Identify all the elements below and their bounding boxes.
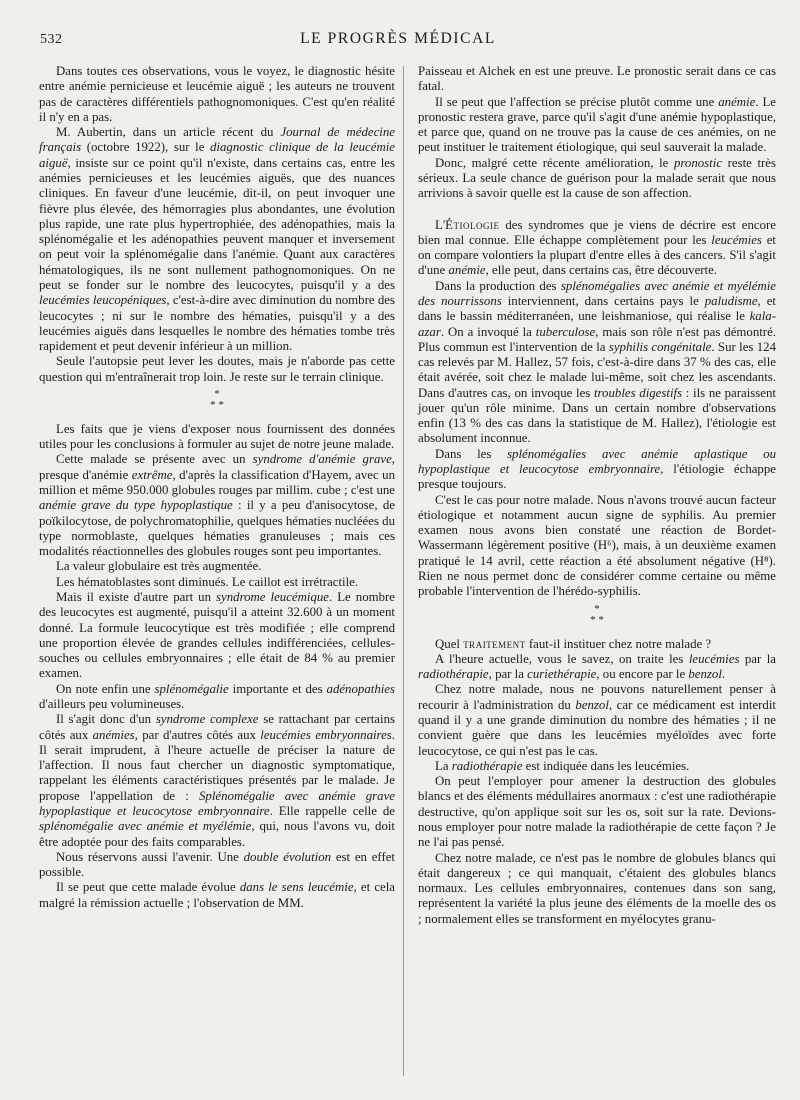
paragraph: Il s'agit donc d'un syndrome complexe se rattachant par certains côtés aux anémies, par d'autres côtés aux leucémies embryonnaires. Il serait imprudent, à l'heure actuelle de préciser la nature de l'affection. Il nous faut chercher un diagnostic symptomatique, rappelant les éléments caractéristiques présentés par le malade. Je propose l'appellation de : Splénomégalie avec anémie grave hypoplastique et leucocytose embryonnaire. Elle rappelle celle de splénomégalie avec anémie et myélémie, qui, nous l'avons vu, doit être adoptée pour des faits comparables. <box>39 712 396 849</box>
section-separator: * * * <box>590 602 604 626</box>
paragraph: On peut l'employer pour amener la destruction des globules blancs et des éléments médullaires anormaux : c'est une radiothérapie destructive, qu'on applique soit sur les os, soit sur la rate. Devions-nous employer pour notre malade la radiothérapie de cette façon ? Je ne l'ai pas pensé. <box>418 774 776 850</box>
page-header <box>28 30 768 54</box>
page-number: 532 <box>40 32 63 47</box>
paragraph: On note enfin une splénomégalie importante et des adénopathies d'ailleurs peu volumineuses. <box>39 681 396 711</box>
paragraph: M. Aubertin, dans un article récent du Journal de médecine français (octobre 1922), sur le diagnostic clinique de la leucémie aiguë, insiste sur ce point qu'il n'existe, dans certains cas, entre les anémies pernicieuses et les leucémies aiguës, que des nuances cliniques. En faveur d'une leucémie, dit-il, on peut invoquer une fièvre plus élevée, des hémorragies plus abondantes, une évolution plus rapide, une rate plus hypertrophiée, des adénopathies, mais la splénomégalie et les adénopathies peuvent manquer et inversement on peut voir la splénomégalie dans l'anémie. Quant aux caractères hématologiques, ils ne sont nullement pathognomoniques. On ne peut se fonder sur le nombre des leucocytes, puisqu'il y a des leucémies leucopéniques, c'est-à-dire avec diminution du nombre des leucocytes ; ni sur le nombre des hématies, puisqu'il y a des leucémies aiguës dans lesquelles le nombre des hématies tombe très rapidement et peut devenir inférieur à un million. <box>39 125 395 354</box>
paragraph: C'est le cas pour notre malade. Nous n'avons trouvé aucun facteur étiologique et notamment aucun signe de syphilis. Au premier examen nous avons bien constaté une réaction de Bordet-Wassermann légèrement positive (H⁶), mais, à un deuxième examen pratiqué le 14 avril, cette réaction a été absolument négative (H⁸). Rien ne nous permet donc de considérer comme certaine ou même probable l'intervention de l'hérédo-syphilis. <box>418 492 776 599</box>
paragraph: A l'heure actuelle, vous le savez, on traite les leucémies par la radiothérapie, par la curiethérapie, ou encore par le benzol. <box>418 651 776 682</box>
paragraph: La radiothérapie est indiquée dans les leucémies. <box>435 758 690 773</box>
column-divider <box>403 66 404 1076</box>
paragraph: Cette malade se présente avec un syndrome d'anémie grave, presque d'anémie extrême, d'après la classification d'Hayem, avec un million et même 950.000 globules rouges par millim. cube ; c'est une anémie grave du type hypoplastique : il y a peu d'anisocytose, de poïkilocytose, de polychromatophilie, quelques hématies nucléées du type normoblaste, quelques hématies granuleuses ; mais ces modalités réactionnelles des globules rouges sont peu importantes. <box>39 452 396 559</box>
left-column <box>39 64 395 911</box>
paragraph: Il se peut que l'affection se précise plutôt comme une anémie. Le pronostic restera grave, parce qu'il s'agit d'une anémie hypoplastique, et parce que, quand on ne trouve pas la cause de ces anémies, on ne peut instituer le traitement étiologique, qui seul sauverait la malade. <box>418 94 777 155</box>
paragraph: Quel traitement faut-il instituer chez notre malade ? <box>435 636 712 651</box>
paragraph: La valeur globulaire est très augmentée. <box>56 559 262 574</box>
paragraph: Dans toutes ces observations, vous le voyez, le diagnostic hésite entre anémie pernicieuse et leucémie aiguë ; les auteurs ne trouvent pas de caractères différentiels pathognomoniques. C'est qu'en réalité il n'y en a pas. <box>39 64 395 124</box>
paragraph: Les faits que je viens d'exposer nous fournissent des données utiles pour les conclusions à formuler au sujet de notre jeune malade. <box>39 421 395 452</box>
paragraph: Chez notre malade, nous ne pouvons naturellement penser à recourir à l'administration du benzol, car ce médicament est interdit quand il y a une grande diminution du nombre des hématies ; il ne convient guère que dans les leucémies myéloïdes avec forte leucocytose, ce qui n'est pas le cas. <box>418 682 776 758</box>
running-title: LE PROGRÈS MÉDICAL <box>300 30 496 47</box>
paragraph: Donc, malgré cette récente amélioration, le pronostic reste très sérieux. La seule chance de guérison pour la malade serait que nous arrivions à savoir quelle est la cause de son affection. <box>418 155 776 201</box>
paragraph: Seule l'autopsie peut lever les doutes, mais je n'aborde pas cette question qui m'entraînerait trop loin. Je reste sur le terrain clinique. <box>39 354 395 384</box>
paragraph: Chez notre malade, ce n'est pas le nombre de globules blancs qui était dangereux ; ce qui manquait, c'étaient des globules blancs normaux. Les cellules embryonnaires, contenues dans son sang, représentent la variété la plus jeune des éléments de la moelle des os ; normalement elles se transforment en myélocytes granu- <box>418 850 776 926</box>
section-separator: * * * <box>210 387 224 411</box>
paragraph: Mais il existe d'autre part un syndrome leucémique. Le nombre des leucocytes est augmenté, puisqu'il a atteint 32.600 à un moment donné. La formule leucocytique est très modifiée ; elle comprend une proportion élevée de grandes cellules indifférenciées, cellules-souches ou cellules embryonnaires ; elle était de 84 % au premier examen. <box>39 590 396 681</box>
paragraph: L'Étiologie des syndromes que je viens de décrire est encore bien mal connue. Elle échappe complètement pour les leucémies et on compare volontiers la plupart d'entre elles à des cancers. S'il s'agit d'une anémie, elle peut, dans certains cas, être découverte. <box>418 217 776 278</box>
paragraph: Dans les splénomégalies avec anémie aplastique ou hypoplastique et leucocytose embryonnaire, l'étiologie échappe presque toujours. <box>418 446 776 492</box>
paragraph: Il se peut que cette malade évolue dans le sens leucémie, et cela malgré la rémission actuelle ; l'observation de MM. <box>39 880 395 910</box>
paragraph: Paisseau et Alchek en est une preuve. Le pronostic serait dans ce cas fatal. <box>418 64 776 94</box>
paragraph: Nous réservons aussi l'avenir. Une double évolution est en effet possible. <box>39 849 395 880</box>
paragraph: Les hématoblastes sont diminués. Le caillot est irrétractile. <box>56 574 359 589</box>
paragraph: Dans la production des splénomégalies avec anémie et myélémie des nourrissons interviennent, dans certains pays le paludisme, et dans le bassin méditerranéen, une leishmaniose, qui réalise le kala-azar. On a invoqué la tuberculose, mais son rôle n'est pas démontré. Plus commun est l'intervention de la syphilis congénitale. Sur les 124 cas relevés par M. Hallez, 57 fois, c'est-à-dire dans 37 % des cas, elle était avérée, soit chez le malade lui-même, soit chez les ascendants. Dans d'autres cas, on invoque les troubles digestifs : ils ne paraissent jouer qu'un rôle minime. Dans un certain nombre d'observations enfin (13 % des cas dans la statistique de M. Hallez), l'étiologie est absolument inconnue. <box>418 278 777 446</box>
right-column <box>418 64 776 927</box>
